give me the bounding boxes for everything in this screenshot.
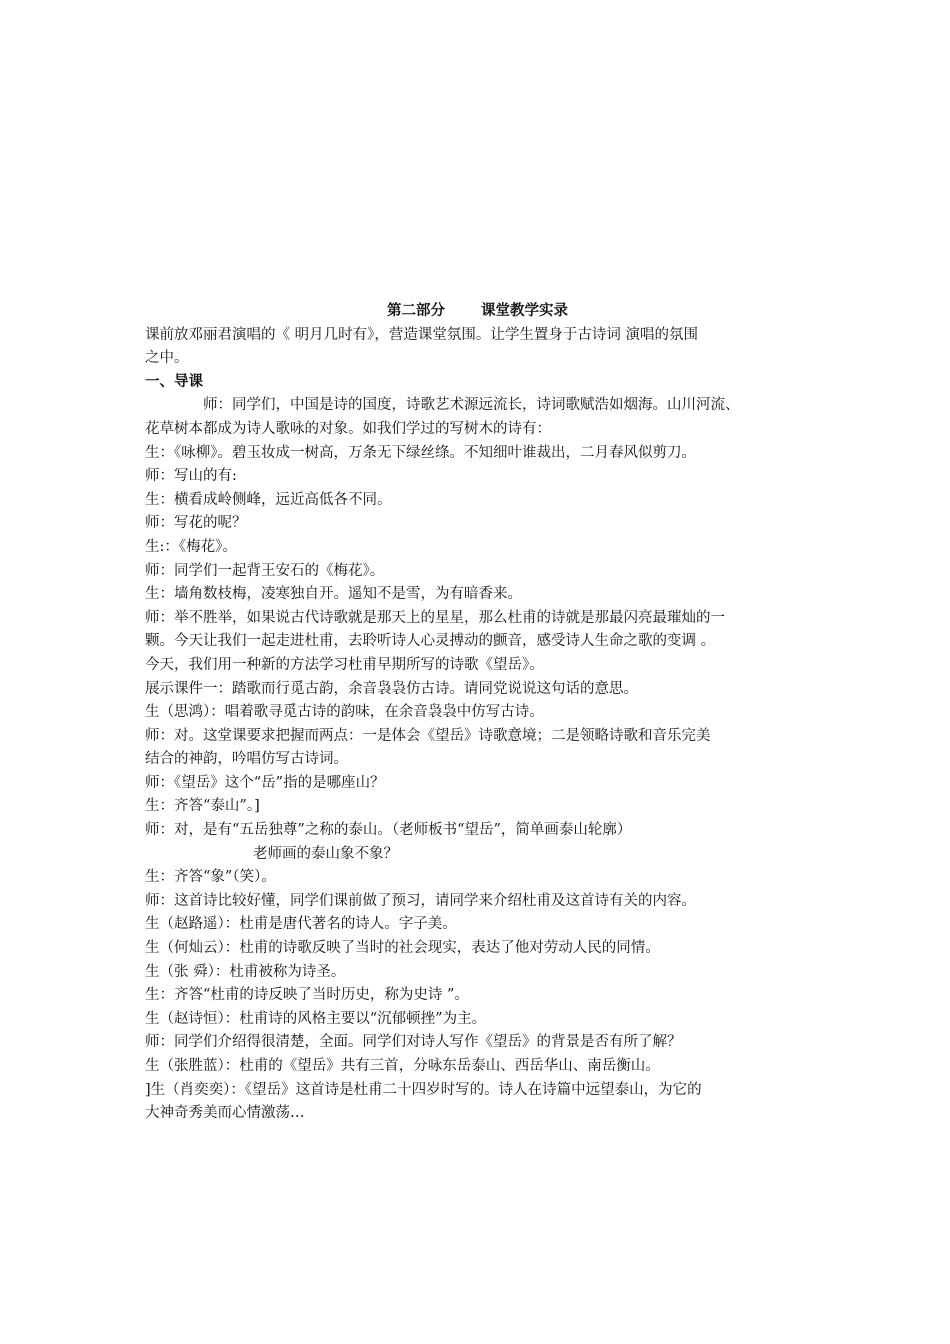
transcript-line: 师：同学们一起背王安石的《梅花》。: [145, 562, 385, 579]
transcript-line: 生：横看成岭侧峰，远近高低各不同。: [145, 491, 392, 508]
transcript-line: 结合的神韵，吟唱仿写古诗词。: [145, 751, 348, 768]
transcript-line: 生:：《梅花》。: [145, 538, 237, 555]
transcript-line: 生：齐答“泰山”。]: [145, 798, 260, 815]
transcript-line: 颗。今天让我们一起走进杜甫，去聆听诗人心灵搏动的颤音，感受诗人生命之歌的变调 。: [145, 633, 716, 650]
transcript-line: 师：对，是有“五岳独尊”之称的泰山。（老师板书“望岳”，简单画泰山轮廓）: [145, 822, 632, 839]
transcript-line: 生：墙角数枝梅，凌寒独自开。遥知不是雪，为有暗香来。: [145, 586, 522, 603]
transcript-line: 师：写花的呢？: [145, 515, 247, 532]
section-title-name: 课堂教学实录: [481, 303, 568, 319]
document-body: [145, 300, 810, 1126]
transcript-line: 生（赵诗恒）：杜甫诗的风格主要以“沉郁顿挫”为主。: [145, 1010, 487, 1027]
transcript-line: 展示课件一：踏歌而行觅古韵，余音袅袅仿古诗。请同党说说这句话的意思。: [145, 680, 638, 697]
transcript-line: 今天，我们用一种新的方法学习杜甫早期所写的诗歌《望岳》。: [145, 656, 544, 673]
transcript-line: 师：同学们介绍得很清楚，全面。同学们对诗人写作《望岳》的背景是否有所了解？: [145, 1034, 682, 1051]
transcript-line: 课前放邓丽君演唱的《 明月几时有》，营造课堂氛围。让学生置身于古诗词 演唱的氛围: [145, 326, 698, 343]
transcript-line: 生：齐答“象”（笑）。: [145, 869, 276, 886]
transcript-line: 生（张胜蓝）：杜甫的《望岳》共有三首，分咏东岳泰山、西岳华山、南岳衡山。: [145, 1058, 660, 1074]
transcript-line: 之中。: [145, 350, 189, 367]
transcript-line: 生（思鸿）：唱着歌寻觅古诗的韵味，在余音袅袅中仿写古诗。: [145, 704, 544, 721]
transcript-line: 师：举不胜举，如果说古代诗歌就是那天上的星星，那么杜甫的诗就是那最闪亮最璀灿的一: [145, 609, 725, 626]
transcript-line: ]生（肖奕奕）：《望岳》这首诗是杜甫二十四岁时写的。诗人在诗篇中远望泰山，为它的: [145, 1081, 702, 1098]
transcript-line: 生（赵路遥）：杜甫是唐代著名的诗人。字子美。: [145, 916, 457, 933]
transcript-line: 师：对。这堂课要求把握而两点：一是体会《望岳》诗歌意境；二是领略诗歌和音乐完美: [145, 727, 711, 744]
section-title-part: 第二部分: [387, 303, 445, 319]
transcript-line: 生（何灿云）：杜甫的诗歌反映了当时的社会现实，表达了他对劳动人民的同情。: [145, 940, 660, 957]
transcript-lines: [145, 324, 810, 1126]
transcript-line: 师：同学们，中国是诗的国度，诗歌艺术源远流长，诗词歌赋浩如烟海。山川河流、: [203, 397, 740, 414]
section-heading: 一、导课: [145, 373, 203, 390]
transcript-line: 师：写山的有:: [145, 468, 237, 485]
transcript-line: 师：《望岳》这个“岳”指的是哪座山？: [145, 774, 385, 791]
transcript-line: 老师画的泰山象不象？: [253, 845, 398, 862]
transcript-line: 生：齐答“杜甫的诗反映了当时历史，称为史诗 ”。: [145, 987, 469, 1004]
transcript-line: 花草树本都成为诗人歌咏的对象。如我们学过的写树木的诗有：: [145, 420, 551, 437]
transcript-line: 大神奇秀美而心情激荡…: [145, 1105, 305, 1122]
transcript-line: 生（张 舜）：杜甫被称为诗圣。: [145, 963, 346, 980]
section-title: [145, 300, 810, 324]
transcript-line: 师：这首诗比较好懂，同学们课前做了预习，请同学来介绍杜甫及这首诗有关的内容。: [145, 892, 696, 909]
transcript-line: 生：《咏柳》。碧玉妆成一树高，万条无下绿丝绦。不知细叶谁裁出，二月春风似剪刀。: [145, 444, 696, 461]
